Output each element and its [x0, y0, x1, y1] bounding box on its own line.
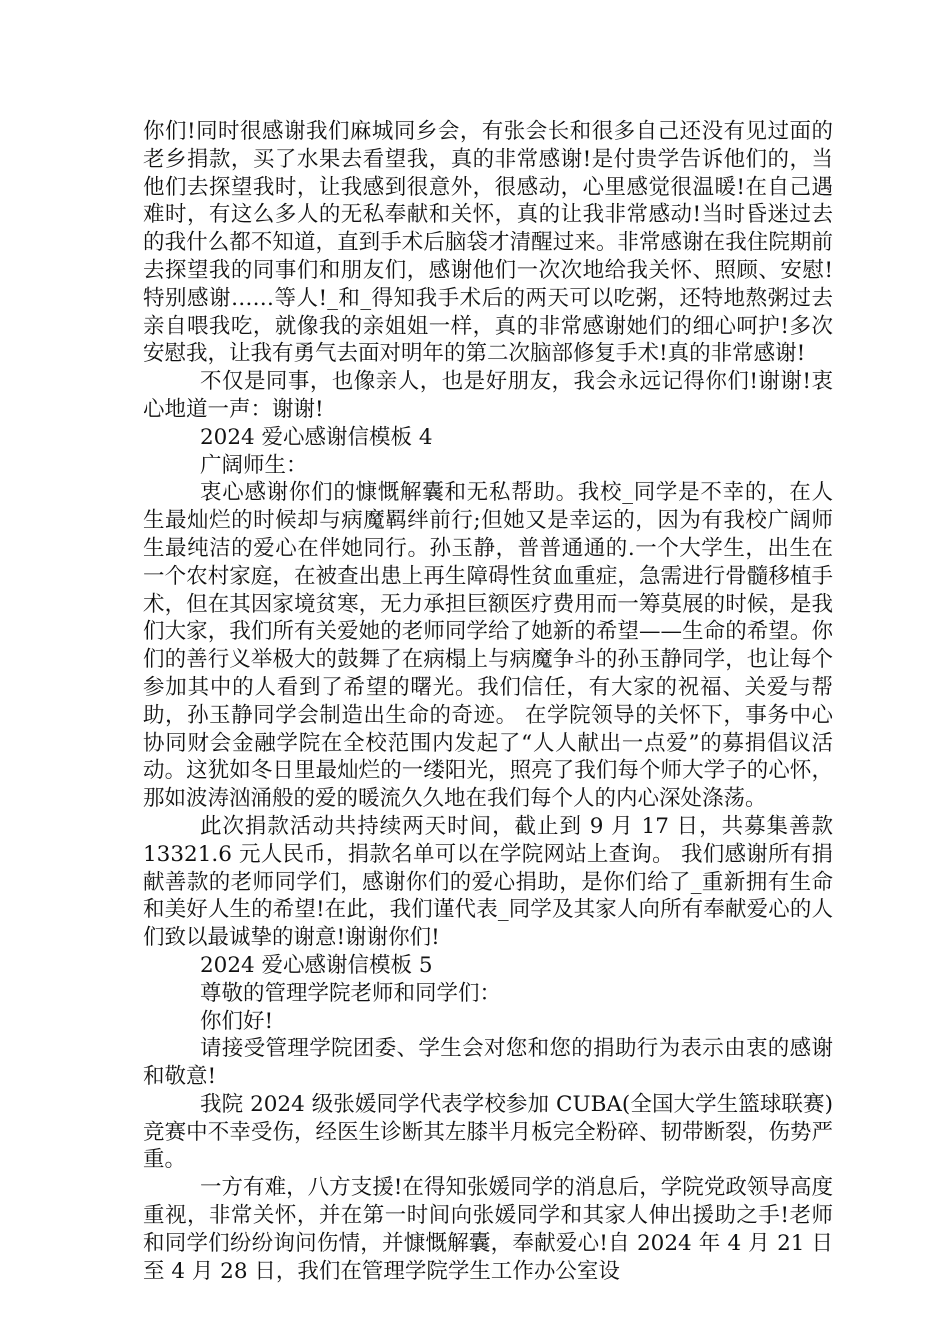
document-body — [143, 118, 833, 1285]
paragraph-gratitude: 请接受管理学院团委、学生会对您和您的捐助行为表示由衷的感谢和敬意! — [143, 1036, 833, 1090]
paragraph-injury: 我院 2024 级张媛同学代表学校参加 CUBA(全国大学生篮球联赛)竞赛中不幸受伤，经医生诊断其左膝半月板完全粉碎、韧带断裂，伤势严重。 — [143, 1091, 833, 1173]
paragraph-donation-total: 此次捐款活动共持续两天时间，截止到 9 月 17 日，共募集善款 13321.6 元人民币，捐款名单可以在学院网站上查询。 我们感谢所有捐献善款的老师同学们，感谢你们的爱心捐助，是你们给了_重新拥有生命和美好人生的希望!在此，我们谨代表_同学及其家人向所有奉献爱心的人们致以最诚挚的谢意!谢谢你们! — [143, 813, 833, 951]
paragraph-donation-story: 衷心感谢你们的慷慨解囊和无私帮助。我校_同学是不幸的，在人生最灿烂的时候却与病魔羁绊前行;但她又是幸运的，因为有我校广阔师生最纯洁的爱心在伴她同行。孙玉静，普普通通的.一个大学生，出生在一个农村家庭，在被查出患上再生障碍性贫血重症，急需进行骨髓移植手术，但在其因家境贫寒，无力承担巨额医疗费用而一筹莫展的时候，是我们大家，我们所有关爱她的老师同学给了她新的希望——生命的希望。你们的善行义举极大的鼓舞了在病榻上与病魔争斗的孙玉静同学，也让每个参加其中的人看到了希望的曙光。我们信任，有大家的祝福、关爱与帮助，孙玉静同学会制造出生命的奇迹。 在学院领导的关怀下，事务中心协同财会金融学院在全校范围内发起了“人人献出一点爱”的募捐倡议活动。这犹如冬日里最灿烂的一缕阳光，照亮了我们每个师大学子的心怀，那如波涛汹涌般的爱的暖流久久地在我们每个人的内心深处涤荡。 — [143, 480, 833, 812]
paragraph-thanks-hometown: 你们!同时很感谢我们麻城同乡会，有张会长和很多自己还没有见过面的老乡捐款，买了水果去看望我，真的非常感谢!是付贵学告诉他们的，当他们去探望我时，让我感到很意外，很感动，心里感觉很温暖!在自己遇难时，有这么多人的无私奉献和关怀，真的让我非常感动!当时昏迷过去的我什么都不知道，直到手术后脑袋才清醒过来。非常感谢在我住院期前去探望我的同事们和朋友们，感谢他们一次次地给我关怀、照顾、安慰!特别感谢……等人!_和_得知我手术后的两天可以吃粥，还特地熬粥过去亲自喂我吃，就像我的亲姐姐一样，真的非常感谢她们的细心呵护!多次安慰我，让我有勇气去面对明年的第二次脑部修复手术!真的非常感谢! — [143, 119, 833, 367]
greeting: 你们好! — [200, 1008, 274, 1034]
paragraph-support: 一方有难，八方支援!在得知张媛同学的消息后，学院党政领导高度重视，非常关怀，并在第一时间向张媛同学和其家人伸出援助之手!老师和同学们纷纷询问伤情，并慷慨解囊，奉献爱心!自 2024 年 4 月 21 日至 4 月 28 日，我们在管理学院学生工作办公室设 — [143, 1175, 833, 1284]
template-4-heading: 2024 爱心感谢信模板 4 — [200, 424, 433, 450]
salutation-management-school: 尊敬的管理学院老师和同学们： — [200, 980, 502, 1006]
salutation-teachers-students: 广阔师生： — [200, 452, 308, 478]
template-5-heading: 2024 爱心感谢信模板 5 — [200, 952, 433, 978]
paragraph-closing-thanks: 不仅是同事，也像亲人，也是好朋友，我会永远记得你们!谢谢!衷心地道一声：谢谢! — [143, 369, 833, 422]
